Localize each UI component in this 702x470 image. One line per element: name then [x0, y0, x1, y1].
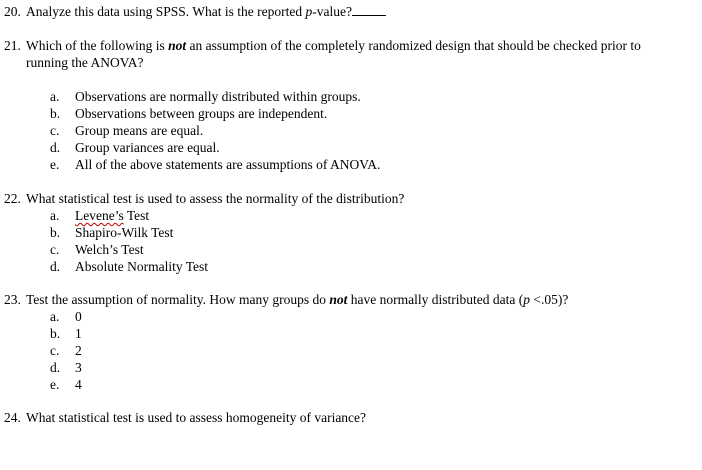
option-letter: b. [50, 326, 61, 341]
option-letter: e. [50, 377, 60, 392]
option-text: Absolute Normality Test [75, 259, 209, 274]
question-text: What statistical test is used to assess the normality of the distribution? [26, 191, 405, 206]
option-letter: a. [50, 89, 60, 104]
option-text: Observations between groups are independent. [75, 106, 328, 121]
option-letter: e. [50, 157, 60, 172]
option-text: 4 [75, 377, 82, 392]
question-text-end: <.05)? [530, 292, 569, 307]
question-text: Analyze this data using SPSS. What is the reported [26, 4, 306, 19]
option-text: 0 [75, 309, 82, 324]
question-20 [4, 4, 386, 20]
question-number: 24. [4, 410, 21, 425]
option-text-end: Test [123, 208, 150, 223]
option-text: 1 [75, 326, 82, 341]
question-emphasis: not [168, 38, 187, 53]
question-emphasis: not [329, 292, 348, 307]
option-text: Welch’s Test [75, 242, 144, 257]
option-text: Group means are equal. [75, 123, 204, 138]
question-text-mid: have normally distributed data ( [347, 292, 524, 307]
option-letter: c. [50, 343, 60, 358]
question-text: What statistical test is used to assess homogeneity of variance? [26, 410, 367, 425]
option-letter: a. [50, 208, 60, 223]
answer-blank[interactable] [352, 4, 386, 16]
question-number: 22. [4, 191, 21, 206]
question-italic: p [523, 292, 530, 307]
option-letter: b. [50, 225, 61, 240]
option-text: 2 [75, 343, 82, 358]
question-text-continued: running the ANOVA? [26, 55, 144, 70]
question-text: Test the assumption of normality. How many groups do [26, 292, 330, 307]
option-text: Group variances are equal. [75, 140, 220, 155]
spellcheck-word: Levene’s [75, 208, 124, 223]
option-letter: c. [50, 123, 60, 138]
question-21 [4, 38, 641, 54]
option-letter: d. [50, 259, 61, 274]
option-text [75, 208, 149, 224]
question-23 [4, 292, 568, 308]
question-text-end: an assumption of the completely randomized design that should be checked prior to [186, 38, 641, 53]
option-letter: d. [50, 360, 61, 375]
option-text: Shapiro-Wilk Test [75, 225, 174, 240]
question-text: Which of the following is [26, 38, 169, 53]
question-number: 20. [4, 4, 21, 19]
question-italic: p [305, 4, 313, 19]
question-22 [4, 191, 404, 207]
question-number: 21. [4, 38, 21, 53]
option-text: 3 [75, 360, 82, 375]
option-letter: d. [50, 140, 61, 155]
question-text-end: -value? [312, 4, 352, 19]
option-text: Observations are normally distributed within groups. [75, 89, 361, 104]
question-number: 23. [4, 292, 21, 307]
option-letter: c. [50, 242, 60, 257]
question-24 [4, 410, 366, 426]
option-letter: b. [50, 106, 61, 121]
option-letter: a. [50, 309, 60, 324]
option-text: All of the above statements are assumptions of ANOVA. [75, 157, 381, 172]
